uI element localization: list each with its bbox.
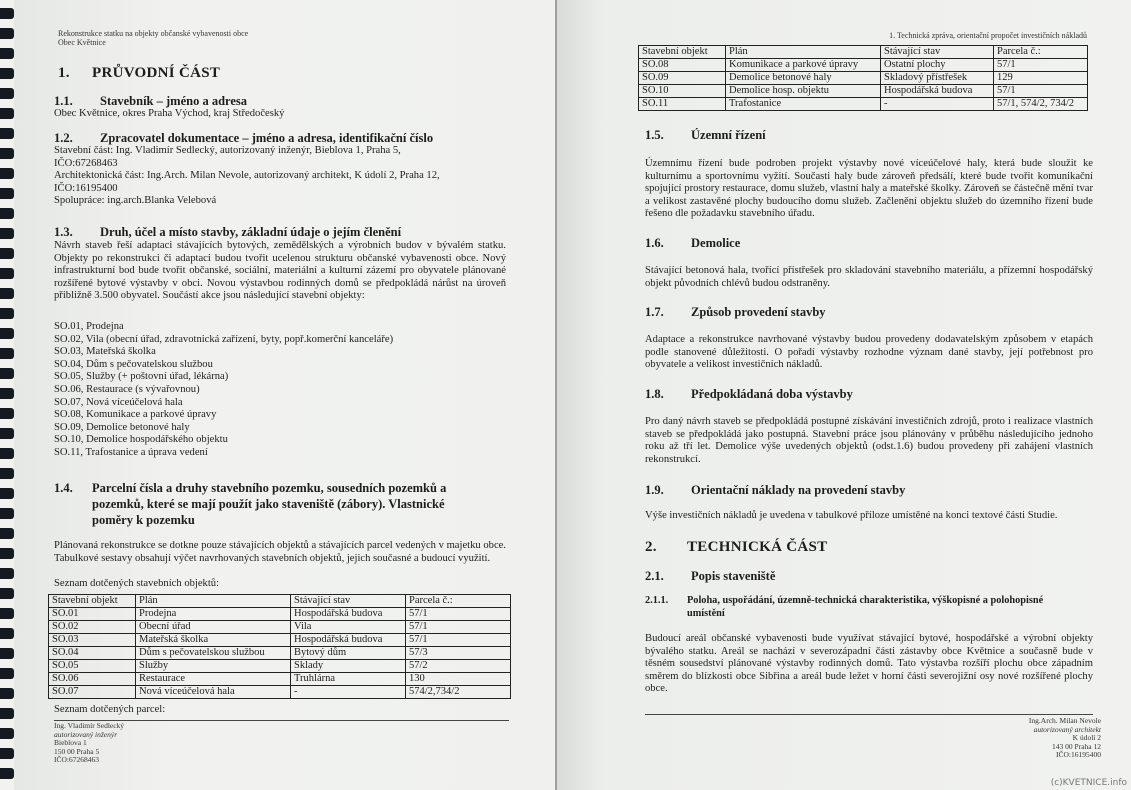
heading-title: Předpokládaná doba výstavby (691, 387, 853, 401)
watermark: (c)KVETNICE.info (1050, 778, 1127, 788)
binding-ring (0, 88, 14, 99)
binding-ring (0, 308, 14, 319)
list-item: SO.09, Demolice betonové haly (54, 421, 190, 433)
footer-line: IČO:16195400 (1056, 750, 1101, 759)
table-header-cell: Parcela č.: (406, 595, 511, 608)
heading-title: Stavebník – jméno a adresa (100, 94, 248, 108)
heading-line: Parcelní čísla a druhy stavebního pozemku, sousedních pozemků a (92, 481, 447, 495)
heading-line: poměry k pozemku (92, 513, 195, 527)
footer-line: autorizovaný architekt (1033, 724, 1101, 734)
table-cell: 57/2 (406, 660, 511, 673)
heading-1-7 (645, 305, 826, 320)
heading-line: umístění (687, 608, 725, 619)
table-row (49, 673, 511, 686)
footer-line: K údolí 2 (1072, 733, 1101, 742)
heading-title (687, 594, 1097, 620)
heading-1-4 (54, 480, 514, 528)
table-cell: Bytový dům (291, 647, 406, 660)
text-line: Stavební část: Ing. Vladimír Sedlecký, autorizovaný inženýr, Bieblova 1, Praha 5, (54, 145, 401, 156)
list-item: SO.06, Restaurace (s vývařovnou) (54, 383, 200, 395)
binding-ring (0, 548, 14, 559)
table-cell: Hospodářská budova (881, 85, 994, 98)
binding-ring (0, 528, 14, 539)
right-page (557, 0, 1131, 790)
binding-ring (0, 508, 14, 519)
list-item: SO.02, Vila (obecní úřad, zdravotnická zařízení, byty, popř.komerční kanceláře) (54, 333, 394, 345)
binding-ring (0, 688, 14, 699)
left-page (14, 0, 555, 790)
spiral-binding (0, 0, 14, 790)
binding-ring (0, 208, 14, 219)
footer-line: Ing.Arch. Milan Nevole (1028, 716, 1101, 725)
table-cell: Demolice betonové haly (726, 72, 881, 85)
parcel-list-caption: Seznam dotčených parcel: (54, 704, 166, 715)
table-cell: Vila (291, 621, 406, 634)
list-item: SO.05, Služby (+ poštovní úřad, lékárna) (54, 371, 229, 383)
table-cell: Hospodářská budova (291, 608, 406, 621)
table-cell: SO.05 (49, 660, 136, 673)
section-1-heading (58, 65, 220, 82)
table-cell: Mateřská školka (136, 634, 291, 647)
s14-paragraph: Plánovaná rekonstrukce se dotkne pouze stávajících objektů a stávajících parcel vedených v majetku obce. Tabulkové sestavy obsahují výčet navrhovaných stavebních objektů, jejich současné a budoucí využití. (54, 540, 506, 564)
table-cell: Dům s pečovatelskou službou (136, 647, 291, 660)
heading-number: 1.5. (645, 128, 664, 142)
binding-ring (0, 408, 14, 419)
table-cell: Sklady (291, 660, 406, 673)
list-item: SO.04, Dům s pečovatelskou službou (54, 358, 213, 370)
heading-title: Druh, účel a místo stavby, základní údaje o jejím členění (100, 225, 402, 239)
table-cell: Služby (136, 660, 291, 673)
table-cell: - (291, 686, 406, 699)
binding-ring (0, 588, 14, 599)
table-cell: SO.01 (49, 608, 136, 621)
table-cell: 57/1, 574/2, 734/2 (994, 98, 1088, 111)
heading-number: 1.1. (54, 94, 73, 108)
binding-ring (0, 568, 14, 579)
binding-ring (0, 68, 14, 79)
heading-1-9 (645, 483, 905, 498)
binding-ring (0, 628, 14, 639)
heading-1-1 (54, 94, 247, 109)
table-row (639, 59, 1088, 72)
heading-title (92, 480, 514, 528)
table-cell: Trafostanice (726, 98, 881, 111)
table-header-cell: Stávající stav (881, 46, 994, 59)
left-footer (54, 722, 124, 765)
heading-number: 1.6. (645, 236, 664, 250)
heading-line: pozemků, které se mají použít jako staveniště (zábory). Vlastnické (92, 497, 445, 511)
table-cell: 57/1 (994, 85, 1088, 98)
table-cell: 57/1 (406, 608, 511, 621)
table-row (49, 686, 511, 699)
right-footer (1029, 717, 1101, 760)
footer-line: Bieblova 1 (54, 738, 87, 747)
table-cell: Skladový přístřešek (881, 72, 994, 85)
table-row (639, 85, 1088, 98)
table-cell: 57/1 (994, 59, 1088, 72)
binding-ring (0, 668, 14, 679)
text-line: IČO:67268463 (54, 157, 118, 169)
heading-number: 1.2. (54, 131, 73, 145)
binding-ring (0, 708, 14, 719)
s18-paragraph: Pro daný návrh staveb se předpokládá postupné získávání investičních zdrojů, proto i realizace vlastních staveb se předpokládá jako postupná. Stavební práce jsou plánovány v průběhu následujícího jednoho roku až tří let. Demolice výše uvedených objektů (odst.1.6) budou provedeny při zahájení vlastních rekonstrukcí. (645, 416, 1093, 465)
heading-2-1 (645, 569, 775, 584)
stavebnik-text: Obec Květnice, okres Praha Východ, kraj Středočeský (54, 108, 285, 119)
section-title: TECHNICKÁ ČÁST (687, 539, 828, 555)
binding-ring (0, 428, 14, 439)
table-row (639, 72, 1088, 85)
table-header-cell: Parcela č.: (994, 46, 1088, 59)
heading-number: 2.1. (645, 569, 664, 583)
heading-title: Zpracovatel dokumentace – jméno a adresa, identifikační číslo (100, 131, 434, 145)
heading-number: 1.7. (645, 305, 664, 319)
section-number: 2. (645, 539, 657, 555)
s16-paragraph: Stávající betonová hala, tvořící přístřešek pro skladování stavebního materiálu, a přízemní hospodářský objekt původních chlévů budou odstraněny. (645, 265, 1093, 289)
s17-paragraph: Adaptace a rekonstrukce navrhované výstavby budou provedeny dodavatelským způsobem v etapách podle stanovené důležitosti. O pořadí výstavby rozhodne význam dané stavby, její potřebnost pro obyvatele a velikost investičních nákladů. (645, 334, 1093, 371)
table-header-row (49, 595, 511, 608)
table-header-cell: Stavební objekt (49, 595, 136, 608)
binding-ring (0, 188, 14, 199)
table-row (49, 660, 511, 673)
footer-line: 150 00 Praha 5 (54, 746, 100, 756)
left-buildings-table (48, 594, 511, 699)
table-row (639, 98, 1088, 111)
table-cell: SO.03 (49, 634, 136, 647)
table-row (49, 647, 511, 660)
heading-1-5 (645, 128, 766, 143)
left-header (58, 29, 248, 47)
table-row (49, 634, 511, 647)
table-cell: SO.09 (639, 72, 726, 85)
heading-title: Územní řízení (691, 128, 766, 142)
binding-ring (0, 488, 14, 499)
binding-ring (0, 128, 14, 139)
table-cell: SO.04 (49, 647, 136, 660)
table-cell: Demolice hosp. objektu (726, 85, 881, 98)
binding-ring (0, 748, 14, 759)
heading-1-2 (54, 131, 433, 146)
heading-number: 1.4. (54, 481, 73, 495)
text-line: IČO:16195400 (54, 182, 118, 194)
table-row (49, 621, 511, 634)
list-item: SO.03, Mateřská školka (54, 346, 156, 358)
footer-line: Ing. Vladimír Sedlecký (54, 721, 125, 730)
binding-ring (0, 268, 14, 279)
s19-paragraph: Výše investičních nákladů je uvedena v tabulkové příloze umístěné na konci textové části Studie. (645, 510, 1058, 521)
table-cell: Obecní úřad (136, 621, 291, 634)
list-item: SO.11, Trafostanice a úprava vedení (54, 446, 208, 458)
table-cell: 574/2,734/2 (406, 686, 511, 699)
heading-title: Demolice (691, 236, 741, 250)
list-item: SO.07, Nová víceúčelová hala (54, 396, 183, 408)
building-list (54, 321, 514, 460)
table-header-cell: Stávající stav (291, 595, 406, 608)
heading-title: Popis staveniště (691, 569, 776, 583)
table-cell: 57/1 (406, 621, 511, 634)
heading-2-1-1 (645, 594, 1097, 620)
table-header-cell: Plán (726, 46, 881, 59)
section-title: PRŮVODNÍ ČÁST (92, 65, 221, 81)
section-2-heading (645, 539, 827, 556)
table-header-cell: Stavební objekt (639, 46, 726, 59)
binding-ring (0, 368, 14, 379)
heading-line: Poloha, uspořádání, územně-technická charakteristika, výškopisné a polohopisné (687, 595, 1044, 606)
binding-ring (0, 728, 14, 739)
heading-number: 1.8. (645, 387, 664, 401)
binding-ring (0, 48, 14, 59)
binding-ring (0, 248, 14, 259)
table-caption: Seznam dotčených stavebních objektů: (54, 578, 220, 589)
binding-ring (0, 328, 14, 339)
binding-ring (0, 468, 14, 479)
table-cell: Nová víceúčelová hala (136, 686, 291, 699)
heading-title: Způsob provedení stavby (691, 305, 826, 319)
list-item: SO.10, Demolice hospodářského objektu (54, 434, 228, 446)
table-cell: 57/1 (406, 634, 511, 647)
heading-number: 2.1.1. (645, 595, 669, 606)
table-cell: 129 (994, 72, 1088, 85)
table-cell: Hospodářská budova (291, 634, 406, 647)
binding-ring (0, 168, 14, 179)
heading-1-3 (54, 225, 401, 240)
list-item: SO.01, Prodejna (54, 321, 124, 332)
table-cell: 57/3 (406, 647, 511, 660)
header-line-2: Obec Květnice (58, 38, 106, 47)
heading-title: Orientační náklady na provedení stavby (691, 483, 906, 497)
binding-ring (0, 448, 14, 459)
footer-line: autorizovaný inženýr (54, 729, 118, 739)
zpracovatel-lines (54, 145, 524, 208)
table-header-cell: Plán (136, 595, 291, 608)
table-cell: Truhlárna (291, 673, 406, 686)
heading-1-8 (645, 387, 853, 402)
table-cell: SO.10 (639, 85, 726, 98)
binding-ring (0, 8, 14, 19)
binding-ring (0, 148, 14, 159)
heading-number: 1.3. (54, 225, 73, 239)
table-header-row (639, 46, 1088, 59)
s211-paragraph: Budoucí areál občanské vybavenosti bude využívat stávající bytové, hospodářské a výrobní objekty bývalého statku. Areál se nachází v severozápadní části zástavby obce Květnice a současně bude v těsném sousedství plánované výstavby rodinných domů. Tato výstavba rozšíří plochu obce západním směrem do blízkosti obce Sibřina a areál bude ležet v horní části severojižní osy nové rozšířené plochy obce. (645, 633, 1093, 695)
binding-ring (0, 648, 14, 659)
table-cell: SO.07 (49, 686, 136, 699)
table-cell: SO.11 (639, 98, 726, 111)
table-cell: SO.08 (639, 59, 726, 72)
table-cell: SO.02 (49, 621, 136, 634)
table-cell: Prodejna (136, 608, 291, 621)
table-cell: Ostatní plochy (881, 59, 994, 72)
text-line: Architektonická část: Ing.Arch. Milan Nevole, autorizovaný architekt, K údolí 2, Praha 12, (54, 170, 440, 182)
heading-number: 1.9. (645, 483, 664, 497)
table-row (49, 608, 511, 621)
table-cell: SO.06 (49, 673, 136, 686)
section-number: 1. (58, 65, 70, 81)
header-line-1: Rekonstrukce statku na objekty občanské vybavenosti obce (58, 29, 249, 38)
table-cell: Restaurace (136, 673, 291, 686)
binding-ring (0, 28, 14, 39)
footer-line: 143 00 Praha 12 (1052, 741, 1101, 751)
right-header: 1. Technická zpráva, orientační propočet investičních nákladů (889, 31, 1087, 40)
s13-paragraph: Návrh staveb řeší adaptaci stávajících bytových, zemědělských a výrobních budov v bývalém statku. Objekty po rekonstrukci či adaptaci budou tvořit ucelenou strukturu občanské vybavenosti obce. Nový infrastrukturní bod bude tvořit občanské, sociální, materiální a kulturní zázemí pro obyvatele plánované rozšířené bytové výstavby v obci. Novou výstavbou rodinných domů se předpokládá nárůst na úroveň přibližně 3.500 obyvatel. Součástí akce jsou následující stavební objekty: (54, 240, 506, 302)
binding-ring (0, 108, 14, 119)
binding-ring (0, 348, 14, 359)
footer-rule (645, 714, 1093, 715)
binding-ring (0, 388, 14, 399)
footer-line: IČO:67268463 (54, 755, 99, 764)
table-cell: 130 (406, 673, 511, 686)
text-line: Spolupráce: ing.arch.Blanka Velebová (54, 195, 217, 207)
binding-ring (0, 608, 14, 619)
binding-ring (0, 288, 14, 299)
list-item: SO.08, Komunikace a parkové úpravy (54, 409, 217, 421)
table-cell: - (881, 98, 994, 111)
s15-paragraph: Územnímu řízení bude podroben projekt výstavby nové víceúčelové haly, která bude sloužit ke kulturnímu a sportovnímu vyžití. Současti haly bude zároveň předsálí, které bude tvořit komunikační spojující prostory restaurace, domu služeb, vlastní haly a mateřské školky. Zároveň se částečně mění tvar a velikost zastavěné plochy budoucího domu služeb. Začlenění objektu služeb do územního řízení bude řešeno dle požadavku stavebního úřadu. (645, 158, 1093, 220)
binding-ring (0, 768, 14, 779)
table-cell: Komunikace a parkové úpravy (726, 59, 881, 72)
right-buildings-table (638, 45, 1088, 111)
heading-1-6 (645, 236, 740, 251)
binding-ring (0, 228, 14, 239)
